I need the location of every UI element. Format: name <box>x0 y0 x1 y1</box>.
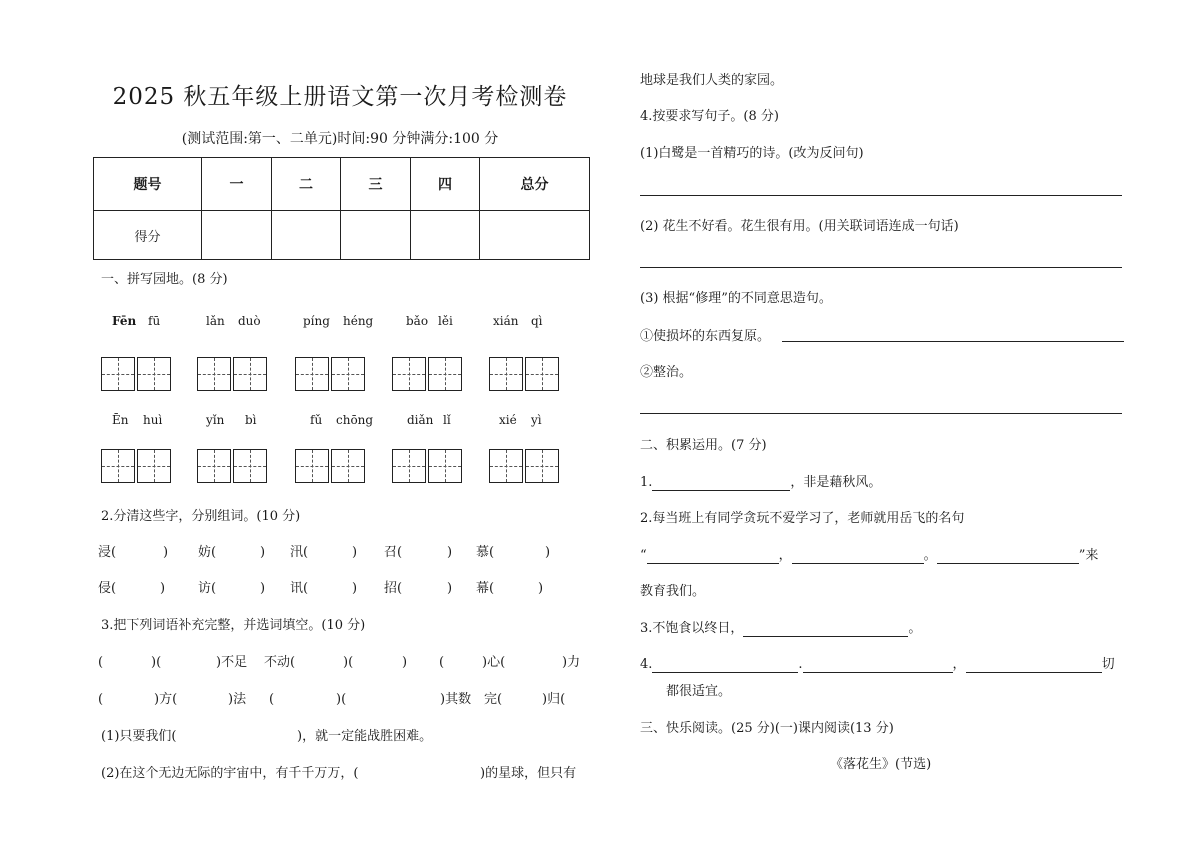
pinyin: diǎn <box>407 413 434 427</box>
idiom-fragment: )( <box>336 692 347 707</box>
page-subtitle: (测试范围:第一、二单元)时间:90 分钟满分:100 分 <box>181 131 499 147</box>
sentence-1-start: (1)只要我们( <box>101 729 177 744</box>
idiom-fragment: )不足 <box>216 655 248 670</box>
score-cell[interactable] <box>341 211 411 260</box>
score-cell[interactable] <box>411 211 480 260</box>
word-item: 招( <box>384 581 403 596</box>
pinyin: duò <box>238 314 261 328</box>
item-text: 3.不饱食以终日， <box>640 621 744 636</box>
word-item: ) <box>447 581 453 596</box>
writing-grid-cell[interactable] <box>101 449 135 483</box>
score-table-header <box>94 158 590 211</box>
writing-grid-cell[interactable] <box>233 449 267 483</box>
writing-grid-cell[interactable] <box>295 449 329 483</box>
idiom-fragment: )( <box>151 655 162 670</box>
fill-item-2: 2.每当班上有同学贪玩不爱学习了，老师就用岳飞的名句 <box>640 511 965 526</box>
idiom-fragment: ( <box>98 692 104 707</box>
word-item: ) <box>447 545 453 560</box>
word-item: 妨( <box>198 545 217 560</box>
fill-item-3 <box>640 621 921 637</box>
writing-grid-cell[interactable] <box>137 449 171 483</box>
header-cell: 四 <box>411 158 480 211</box>
writing-grid-cell[interactable] <box>137 357 171 391</box>
pinyin: héng <box>343 314 374 328</box>
blank[interactable] <box>647 549 779 564</box>
writing-grid-cell[interactable] <box>392 357 426 391</box>
writing-grid-cell[interactable] <box>295 357 329 391</box>
period: 。 <box>923 548 937 563</box>
pinyin: lǐ <box>443 413 451 427</box>
idiom-fragment: 不动( <box>264 655 296 670</box>
word-item: ) <box>352 581 358 596</box>
idiom-fragment: )力 <box>562 655 581 670</box>
pinyin: bì <box>245 413 257 427</box>
word-item: ) <box>163 545 169 560</box>
passage-title: 《落花生》(节选) <box>830 757 932 772</box>
score-cell[interactable] <box>272 211 341 260</box>
idiom-fragment: )归( <box>542 692 566 707</box>
fill-item-4-end: 都很适宜。 <box>666 684 732 699</box>
fill-item-1 <box>640 475 881 491</box>
pinyin: bǎo <box>406 314 429 328</box>
question-4-heading: 4.按要求写句子。(8 分) <box>640 109 779 124</box>
pinyin: xián <box>493 314 519 328</box>
blank[interactable] <box>652 476 790 491</box>
word-item: ) <box>260 581 266 596</box>
writing-grid-cell[interactable] <box>392 449 426 483</box>
idiom-fragment: ( <box>269 692 275 707</box>
pinyin: píng <box>303 314 330 328</box>
word-item: ) <box>538 581 544 596</box>
writing-grid-cell[interactable] <box>428 449 462 483</box>
blank[interactable] <box>966 658 1102 673</box>
pinyin: fū <box>148 314 161 328</box>
word-item: 访( <box>198 581 217 596</box>
answer-line[interactable] <box>640 195 1122 196</box>
fill-item-4 <box>640 657 1115 673</box>
question-4-part-3b: ②整治。 <box>640 365 693 380</box>
question-4-part-3: (3) 根据“修理”的不同意思造句。 <box>640 291 832 306</box>
separator: . <box>798 657 803 672</box>
word-item: 侵( <box>98 581 117 596</box>
score-table-row <box>94 211 590 260</box>
blank[interactable] <box>803 658 953 673</box>
question-4-part-2: (2) 花生不好看。花生很有用。(用关联词语连成一句话) <box>640 219 959 234</box>
question-4-part-3a: ①使损坏的东西复原。 <box>640 329 771 344</box>
pinyin: fǔ <box>310 413 323 427</box>
sentence-2-continued: 地球是我们人类的家园。 <box>640 73 784 88</box>
score-table <box>93 157 590 260</box>
question-4-part-1: (1)白鹭是一首精巧的诗。(改为反问句) <box>640 146 864 161</box>
header-cell: 题号 <box>94 158 202 211</box>
header-cell: 一 <box>202 158 272 211</box>
word-item: 幕( <box>476 581 495 596</box>
section-2-heading: 二、积累运用。(7 分) <box>640 438 767 453</box>
pinyin: huì <box>143 413 163 427</box>
word-item: 讯( <box>290 581 309 596</box>
word-item: 召( <box>384 545 403 560</box>
score-cell[interactable] <box>202 211 272 260</box>
pinyin: lǎn <box>206 314 225 328</box>
pinyin: qì <box>531 314 543 328</box>
writing-grid-cell[interactable] <box>197 449 231 483</box>
writing-grid-cell[interactable] <box>525 449 559 483</box>
question-3-heading: 3.把下列词语补充完整，并选词填空。(10 分) <box>101 618 366 633</box>
word-item: 慕( <box>476 545 495 560</box>
sentence-1-end: )，就一定能战胜困难。 <box>297 729 433 744</box>
writing-grid-cell[interactable] <box>525 357 559 391</box>
item-text: 切 <box>1101 657 1115 672</box>
word-item: ) <box>352 545 358 560</box>
writing-grid-cell[interactable] <box>233 357 267 391</box>
sentence-2-start: (2)在这个无边无际的宇宙中，有千千万万，( <box>101 766 359 781</box>
word-item: ) <box>545 545 551 560</box>
pinyin: xié <box>499 413 517 427</box>
fill-item-2-end: 教育我们。 <box>640 584 706 599</box>
comma: ， <box>778 548 792 563</box>
blank[interactable] <box>792 549 924 564</box>
writing-grid-cell[interactable] <box>331 449 365 483</box>
idiom-fragment: )方( <box>154 692 178 707</box>
quote-close: ”来 <box>1078 548 1099 563</box>
fill-item-2-blanks <box>640 548 1098 564</box>
writing-grid-cell[interactable] <box>197 357 231 391</box>
idiom-fragment: ) <box>402 655 408 670</box>
pinyin: Ēn <box>112 413 129 427</box>
idiom-fragment: ( <box>98 655 104 670</box>
comma: ， <box>952 657 966 672</box>
blank[interactable] <box>652 658 798 673</box>
score-cell[interactable] <box>480 211 590 260</box>
item-number: 1. <box>640 475 653 490</box>
row-label: 得分 <box>94 211 202 260</box>
word-item: ) <box>160 581 166 596</box>
answer-line[interactable] <box>640 267 1122 268</box>
header-cell: 总分 <box>480 158 590 211</box>
header-cell: 二 <box>272 158 341 211</box>
answer-line[interactable] <box>640 413 1122 414</box>
pinyin: yì <box>531 413 542 427</box>
section-3-heading: 三、快乐阅读。(25 分)(一)课内阅读(13 分) <box>640 721 894 736</box>
idiom-fragment: )其数 <box>440 692 472 707</box>
pinyin: Fēn <box>112 314 137 328</box>
idiom-fragment: )( <box>343 655 354 670</box>
pinyin: yǐn <box>206 413 225 427</box>
writing-grid-cell[interactable] <box>331 357 365 391</box>
idiom-fragment: )心( <box>482 655 506 670</box>
writing-grid-cell[interactable] <box>101 357 135 391</box>
word-item: ) <box>260 545 266 560</box>
pinyin: lěi <box>438 314 453 328</box>
header-cell: 三 <box>341 158 411 211</box>
writing-grid-cell[interactable] <box>489 357 523 391</box>
idiom-fragment: )法 <box>228 692 247 707</box>
sentence-2-end: )的星球，但只有 <box>480 766 577 781</box>
writing-grid-cell[interactable] <box>489 449 523 483</box>
quote-open: “ <box>640 548 647 563</box>
idiom-fragment: ( <box>439 655 445 670</box>
section-1-heading: 一、拼写园地。(8 分) <box>101 272 228 287</box>
word-item: 浸( <box>98 545 117 560</box>
blank[interactable] <box>743 622 908 637</box>
pinyin: chōng <box>336 413 374 427</box>
period: 。 <box>908 621 922 636</box>
page-title: 2025 秋五年级上册语文第一次月考检测卷 <box>112 84 568 110</box>
item-text: ，非是藉秋风。 <box>790 475 882 490</box>
writing-grid-cell[interactable] <box>428 357 462 391</box>
question-2-heading: 2.分清这些字，分别组词。(10 分) <box>101 509 301 524</box>
blank[interactable] <box>937 549 1079 564</box>
item-number: 4. <box>640 657 653 672</box>
answer-line[interactable] <box>782 341 1124 342</box>
word-item: 汛( <box>290 545 309 560</box>
idiom-fragment: 完( <box>484 692 503 707</box>
